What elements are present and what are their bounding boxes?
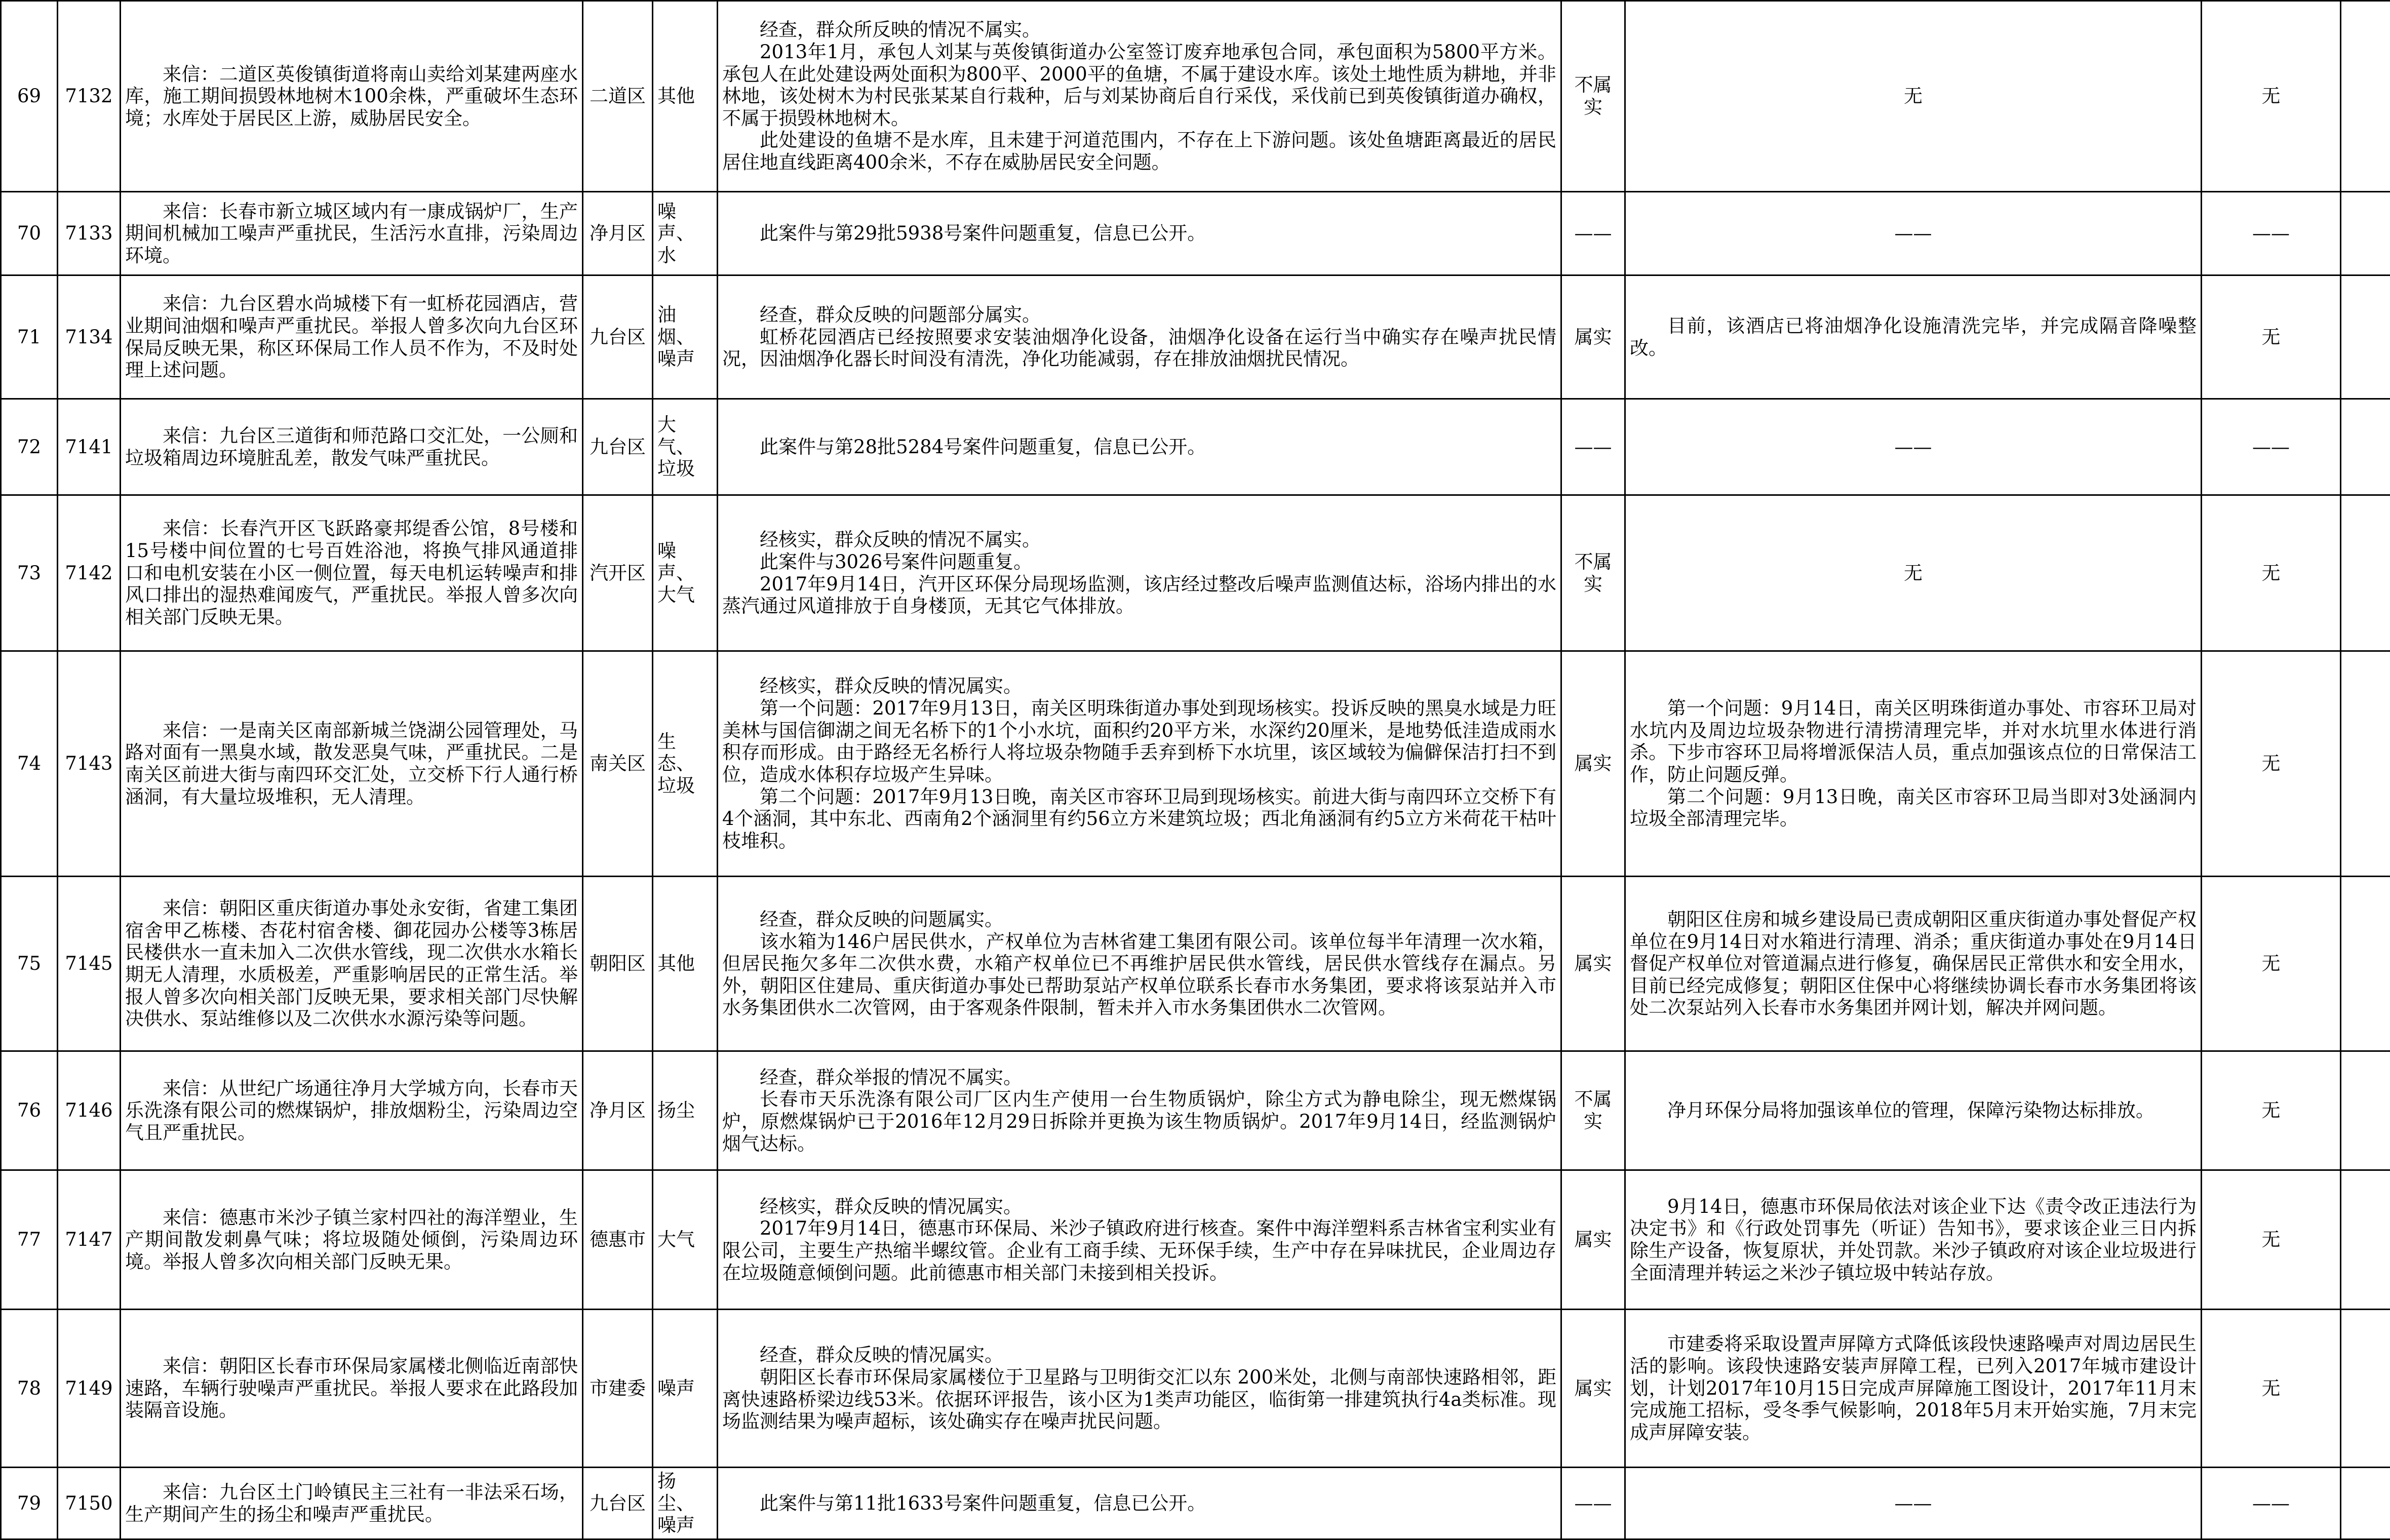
case-id-cell: 7149 [58, 1310, 121, 1468]
verdict-cell: 属实 [1561, 877, 1625, 1051]
table-row [1, 1, 2390, 192]
findings-cell [718, 1310, 1561, 1468]
case-id-cell: 7142 [58, 495, 121, 651]
findings-cell-paragraph: 2017年9月14日，汽开区环保分局现场监测，该店经过整改后噪声监测值达标，浴场内排出的水蒸汽通过风道排放于自身楼顶，无其它气体排放。 [722, 573, 1556, 617]
findings-cell-paragraph: 经查，群众反映的问题属实。 [722, 909, 1556, 931]
complaint-text: 来信：德惠市米沙子镇兰家村四社的海洋塑业，生产期间散发刺鼻气味；将垃圾随处倾倒，污染周边环境。举报人曾多次向相关部门反映无果。 [125, 1207, 578, 1273]
complaint-cell [121, 877, 583, 1051]
complaint-cell [121, 651, 583, 877]
rectify-cell-paragraph: 无 [1630, 85, 2197, 107]
type-cell: 噪声 [653, 1310, 718, 1468]
verdict-cell: 属实 [1561, 1310, 1625, 1468]
district-cell: 市建委 [583, 1310, 653, 1468]
complaint-cell [121, 495, 583, 651]
district-cell: 九台区 [583, 275, 653, 399]
complaint-text: 来信：长春市新立城区域内有一康成锅炉厂，生产期间机械加工噪声严重扰民，生活污水直排，污染周边环境。 [125, 201, 578, 267]
findings-cell-paragraph: 虹桥花园酒店已经按照要求安装油烟净化设备，油烟净化设备在运行当中确实存在噪声扰民情况，因油烟净化器长时间没有清洗，净化功能减弱，存在排放油烟扰民情况。 [722, 326, 1556, 370]
table-row [1, 877, 2390, 1051]
table-row [1, 651, 2390, 877]
case-id-cell: 7147 [58, 1170, 121, 1310]
findings-cell-paragraph: 第二个问题：2017年9月13日晚，南关区市容环卫局到现场核实。前进大街与南四环立交桥下有4个涵洞，其中东北、西南角2个涵洞里有约56立方米建筑垃圾；西北角涵洞有约5立方米荷花干枯叶枝堆积。 [722, 786, 1556, 852]
seq-cell: 78 [1, 1310, 58, 1468]
accountability-cell: 无 [2202, 1051, 2341, 1170]
blank-cell [2341, 1310, 2390, 1468]
case-id-cell: 7141 [58, 399, 121, 495]
accountability-cell: —— [2202, 399, 2341, 495]
blank-cell [2341, 651, 2390, 877]
rectify-cell-paragraph: 朝阳区住房和城乡建设局已责成朝阳区重庆街道办事处督促产权单位在9月14日对水箱进行清理、消杀；重庆街道办事处在9月14日督促产权单位对管道漏点进行修复，确保居民正常供水和安全用水，目前已经完成修复；朝阳区住保中心将继续协调长春市水务集团将该处二次泵站列入长春市水务集团并网计划，解决并网问题。 [1630, 909, 2197, 1019]
case-id-cell: 7145 [58, 877, 121, 1051]
findings-cell-paragraph: 2017年9月14日，德惠市环保局、米沙子镇政府进行核查。案件中海洋塑料系吉林省宝利实业有限公司，主要生产热缩半螺纹管。企业有工商手续、无环保手续，生产中存在异味扰民，企业周边存在垃圾随意倾倒问题。此前德惠市相关部门未接到相关投诉。 [722, 1217, 1556, 1284]
findings-cell-paragraph: 该水箱为146户居民供水，产权单位为吉林省建工集团有限公司。该单位每半年清理一次水箱，但居民拖欠多年二次供水费，水箱产权单位已不再维护居民供水管线，居民供水管线存在漏点。另外，朝阳区住建局、重庆街道办事处已帮助泵站产权单位联系长春市水务集团，要求将该泵站并入市水务集团供水二次管网，由于客观条件限制，暂未并入市水务集团供水二次管网。 [722, 931, 1556, 1019]
accountability-cell: 无 [2202, 1310, 2341, 1468]
findings-cell-paragraph: 经核实，群众反映的情况属实。 [722, 1196, 1556, 1218]
findings-cell [718, 399, 1561, 495]
complaint-text: 来信：朝阳区重庆街道办事处永安街，省建工集团宿舍甲乙栋楼、杏花村宿舍楼、御花园办公楼等3栋居民楼供水一直未加入二次供水管线，现二次供水水箱长期无人清理，水质极差，严重影响居民的正常生活。举报人曾多次向相关部门反映无果，要求相关部门尽快解决供水、泵站维修以及二次供水水源污染等问题。 [125, 897, 578, 1030]
blank-cell [2341, 1, 2390, 192]
rectify-cell-paragraph: 9月14日，德惠市环保局依法对该企业下达《责令改正违法行为决定书》和《行政处罚事先（听证）告知书》，要求该企业三日内拆除生产设备，恢复原状，并处罚款。米沙子镇政府对该企业垃圾进行全面清理并转运之米沙子镇垃圾中转站存放。 [1630, 1196, 2197, 1284]
findings-cell-paragraph: 经查，群众反映的情况属实。 [722, 1344, 1556, 1366]
findings-cell-paragraph: 经核实，群众反映的情况属实。 [722, 675, 1556, 697]
verdict-cell: —— [1561, 399, 1625, 495]
rectify-cell [1625, 1468, 2202, 1539]
blank-cell [2341, 877, 2390, 1051]
district-cell: 南关区 [583, 651, 653, 877]
complaint-text: 来信：一是南关区南部新城兰饶湖公园管理处，马路对面有一黑臭水域，散发恶臭气味，严重扰民。二是南关区前进大街与南四环交汇处，立交桥下行人通行桥涵洞，有大量垃圾堆积，无人清理。 [125, 720, 578, 808]
table-row [1, 399, 2390, 495]
table-row [1, 1051, 2390, 1170]
verdict-cell: —— [1561, 192, 1625, 275]
rectify-cell [1625, 192, 2202, 275]
accountability-cell: —— [2202, 1468, 2341, 1539]
table-row [1, 1170, 2390, 1310]
findings-cell [718, 192, 1561, 275]
accountability-cell: 无 [2202, 495, 2341, 651]
rectify-cell [1625, 1310, 2202, 1468]
complaint-cell [121, 1051, 583, 1170]
complaint-text: 来信：朝阳区长春市环保局家属楼北侧临近南部快速路，车辆行驶噪声严重扰民。举报人要求在此路段加装隔音设施。 [125, 1355, 578, 1421]
accountability-cell: 无 [2202, 877, 2341, 1051]
blank-cell [2341, 495, 2390, 651]
complaint-cell [121, 192, 583, 275]
district-cell: 汽开区 [583, 495, 653, 651]
rectify-cell-paragraph: 目前，该酒店已将油烟净化设施清洗完毕，并完成隔音降噪整改。 [1630, 315, 2197, 359]
rectify-cell [1625, 1051, 2202, 1170]
verdict-cell: 属实 [1561, 275, 1625, 399]
complaint-text: 来信：九台区三道街和师范路口交汇处，一公厕和垃圾箱周边环境脏乱差，散发气味严重扰民。 [125, 425, 578, 469]
complaint-cell [121, 1, 583, 192]
table-row [1, 275, 2390, 399]
accountability-cell: 无 [2202, 651, 2341, 877]
seq-cell: 75 [1, 877, 58, 1051]
case-id-cell: 7143 [58, 651, 121, 877]
findings-cell-paragraph: 第一个问题：2017年9月13日，南关区明珠街道办事处到现场核实。投诉反映的黑臭水域是力旺美林与国信御湖之间无名桥下的1个小水坑，面积约20平方米，水深约20厘米，是地势低洼造成雨水积存而形成。由于路经无名桥行人将垃圾杂物随手丢弃到桥下水坑里，该区域较为偏僻保洁打扫不到位，造成水体积存垃圾产生异味。 [722, 697, 1556, 786]
findings-cell-paragraph: 2013年1月，承包人刘某与英俊镇街道办公室签订废弃地承包合同，承包面积为5800平方米。承包人在此处建设两处面积为800平、2000平的鱼塘，不属于建设水库。该处土地性质为耕地，并非林地，该处树木为村民张某某自行栽种，后与刘某协商后自行采伐，采伐前已到英俊镇街道办确权，不属于损毁林地树木。 [722, 41, 1556, 130]
rectify-cell-paragraph: 第一个问题：9月14日，南关区明珠街道办事处、市容环卫局对水坑内及周边垃圾杂物进行清捞清理完毕，并对水坑里水体进行消杀。下步市容环卫局将增派保洁人员，重点加强该点位的日常保洁工作，防止问题反弹。 [1630, 697, 2197, 786]
type-cell: 扬尘、噪声 [653, 1468, 718, 1539]
rectify-cell-paragraph: —— [1630, 1492, 2197, 1515]
findings-cell [718, 1, 1561, 192]
complaint-cell [121, 1170, 583, 1310]
rectify-cell [1625, 877, 2202, 1051]
table-row [1, 1468, 2390, 1539]
findings-cell [718, 651, 1561, 877]
rectify-cell-paragraph: —— [1630, 436, 2197, 458]
rectify-cell [1625, 651, 2202, 877]
verdict-cell: —— [1561, 1468, 1625, 1539]
complaint-cell [121, 1468, 583, 1539]
complaint-text: 来信：长春汽开区飞跃路豪邦缇香公馆，8号楼和15号楼中间位置的七号百姓浴池，将换气排风通道排口和电机安装在小区一侧位置，每天电机运转噪声和排风口排出的湿热难闻废气，严重扰民。举报人曾多次向相关部门反映无果。 [125, 518, 578, 628]
rectify-cell-paragraph: 无 [1630, 562, 2197, 584]
seq-cell: 76 [1, 1051, 58, 1170]
complaint-cell [121, 275, 583, 399]
complaint-text: 来信：九台区碧水尚城楼下有一虹桥花园酒店，营业期间油烟和噪声严重扰民。举报人曾多次向九台区环保局反映无果，称区环保局工作人员不作为，不及时处理上述问题。 [125, 293, 578, 381]
type-cell: 噪声、大气 [653, 495, 718, 651]
type-cell: 其他 [653, 1, 718, 192]
findings-cell-paragraph: 此案件与第29批5938号案件问题重复，信息已公开。 [722, 222, 1556, 245]
findings-cell-paragraph: 经查，群众反映的问题部分属实。 [722, 304, 1556, 326]
rectify-cell [1625, 275, 2202, 399]
findings-cell-paragraph: 此案件与3026号案件问题重复。 [722, 551, 1556, 573]
blank-cell [2341, 1468, 2390, 1539]
seq-cell: 73 [1, 495, 58, 651]
case-id-cell: 7133 [58, 192, 121, 275]
rectify-cell-paragraph: —— [1630, 222, 2197, 245]
rectify-cell [1625, 495, 2202, 651]
case-id-cell: 7146 [58, 1051, 121, 1170]
verdict-cell: 不属实 [1561, 1, 1625, 192]
district-cell: 德惠市 [583, 1170, 653, 1310]
seq-cell: 79 [1, 1468, 58, 1539]
district-cell: 九台区 [583, 399, 653, 495]
findings-cell-paragraph: 此案件与第11批1633号案件问题重复，信息已公开。 [722, 1492, 1556, 1515]
findings-cell [718, 275, 1561, 399]
findings-cell-paragraph: 经查，群众所反映的情况不属实。 [722, 19, 1556, 41]
accountability-cell: 无 [2202, 1170, 2341, 1310]
rectify-cell-paragraph: 净月环保分局将加强该单位的管理，保障污染物达标排放。 [1630, 1099, 2197, 1122]
type-cell: 大气 [653, 1170, 718, 1310]
accountability-cell: 无 [2202, 1, 2341, 192]
findings-cell [718, 1170, 1561, 1310]
blank-cell [2341, 192, 2390, 275]
district-cell: 朝阳区 [583, 877, 653, 1051]
rectify-cell [1625, 399, 2202, 495]
findings-cell-paragraph: 经查，群众举报的情况不属实。 [722, 1067, 1556, 1089]
blank-cell [2341, 275, 2390, 399]
findings-cell [718, 495, 1561, 651]
blank-cell [2341, 1170, 2390, 1310]
district-cell: 九台区 [583, 1468, 653, 1539]
district-cell: 净月区 [583, 192, 653, 275]
type-cell: 扬尘 [653, 1051, 718, 1170]
type-cell: 其他 [653, 877, 718, 1051]
blank-cell [2341, 399, 2390, 495]
verdict-cell: 属实 [1561, 1170, 1625, 1310]
findings-cell-paragraph: 此案件与第28批5284号案件问题重复，信息已公开。 [722, 436, 1556, 458]
rectify-cell-paragraph: 第二个问题：9月13日晚，南关区市容环卫局当即对3处涵洞内垃圾全部清理完毕。 [1630, 786, 2197, 830]
complaint-text: 来信：从世纪广场通往净月大学城方向，长春市天乐洗涤有限公司的燃煤锅炉，排放烟粉尘，污染周边空气且严重扰民。 [125, 1078, 578, 1144]
findings-cell [718, 1051, 1561, 1170]
findings-cell-paragraph: 此处建设的鱼塘不是水库，且未建于河道范围内，不存在上下游问题。该处鱼塘距离最近的居民居住地直线距离400余米，不存在威胁居民安全问题。 [722, 129, 1556, 173]
table-row [1, 192, 2390, 275]
seq-cell: 70 [1, 192, 58, 275]
district-cell: 二道区 [583, 1, 653, 192]
case-id-cell: 7134 [58, 275, 121, 399]
blank-cell [2341, 1051, 2390, 1170]
findings-cell-paragraph: 朝阳区长春市环保局家属楼位于卫星路与卫明街交汇以东 200米处，北侧与南部快速路相邻，距离快速路桥梁边线53米。依据环评报告，该小区为1类声功能区，临街第一排建筑执行4a类标准。现场监测结果为噪声超标，该处确实存在噪声扰民问题。 [722, 1366, 1556, 1433]
rectify-cell-paragraph: 市建委将采取设置声屏障方式降低该段快速路噪声对周边居民生活的影响。该段快速路安装声屏障工程，已列入2017年城市建设计划，计划2017年10月15日完成声屏障施工图设计，2017年11月末完成施工招标，受冬季气候影响，2018年5月末开始实施，7月末完成声屏障安装。 [1630, 1333, 2197, 1443]
seq-cell: 71 [1, 275, 58, 399]
complaint-text: 来信：二道区英俊镇街道将南山卖给刘某建两座水库，施工期间损毁林地树木100余株，严重破坏生态环境；水库处于居民区上游，威胁居民安全。 [125, 63, 578, 130]
findings-cell [718, 877, 1561, 1051]
verdict-cell: 不属实 [1561, 1051, 1625, 1170]
verdict-cell: 不属实 [1561, 495, 1625, 651]
complaint-cell [121, 1310, 583, 1468]
rectify-cell [1625, 1170, 2202, 1310]
seq-cell: 74 [1, 651, 58, 877]
case-id-cell: 7132 [58, 1, 121, 192]
accountability-cell: 无 [2202, 275, 2341, 399]
findings-cell-paragraph: 经核实，群众反映的情况不属实。 [722, 529, 1556, 551]
table-row [1, 1310, 2390, 1468]
verdict-cell: 属实 [1561, 651, 1625, 877]
type-cell: 油烟、噪声 [653, 275, 718, 399]
seq-cell: 72 [1, 399, 58, 495]
case-id-cell: 7150 [58, 1468, 121, 1539]
rectify-cell [1625, 1, 2202, 192]
accountability-cell: —— [2202, 192, 2341, 275]
district-cell: 净月区 [583, 1051, 653, 1170]
table-row [1, 495, 2390, 651]
seq-cell: 69 [1, 1, 58, 192]
type-cell: 噪声、水 [653, 192, 718, 275]
complaint-text: 来信：九台区土门岭镇民主三社有一非法采石场，生产期间产生的扬尘和噪声严重扰民。 [125, 1481, 578, 1525]
type-cell: 生态、垃圾 [653, 651, 718, 877]
table-body [1, 1, 2390, 1539]
seq-cell: 77 [1, 1170, 58, 1310]
findings-cell [718, 1468, 1561, 1539]
findings-cell-paragraph: 长春市天乐洗涤有限公司厂区内生产使用一台生物质锅炉，除尘方式为静电除尘，现无燃煤锅炉，原燃煤锅炉已于2016年12月29日拆除并更换为该生物质锅炉。2017年9月14日，经监测锅炉烟气达标。 [722, 1088, 1556, 1155]
type-cell: 大气、垃圾 [653, 399, 718, 495]
complaint-cell [121, 399, 583, 495]
